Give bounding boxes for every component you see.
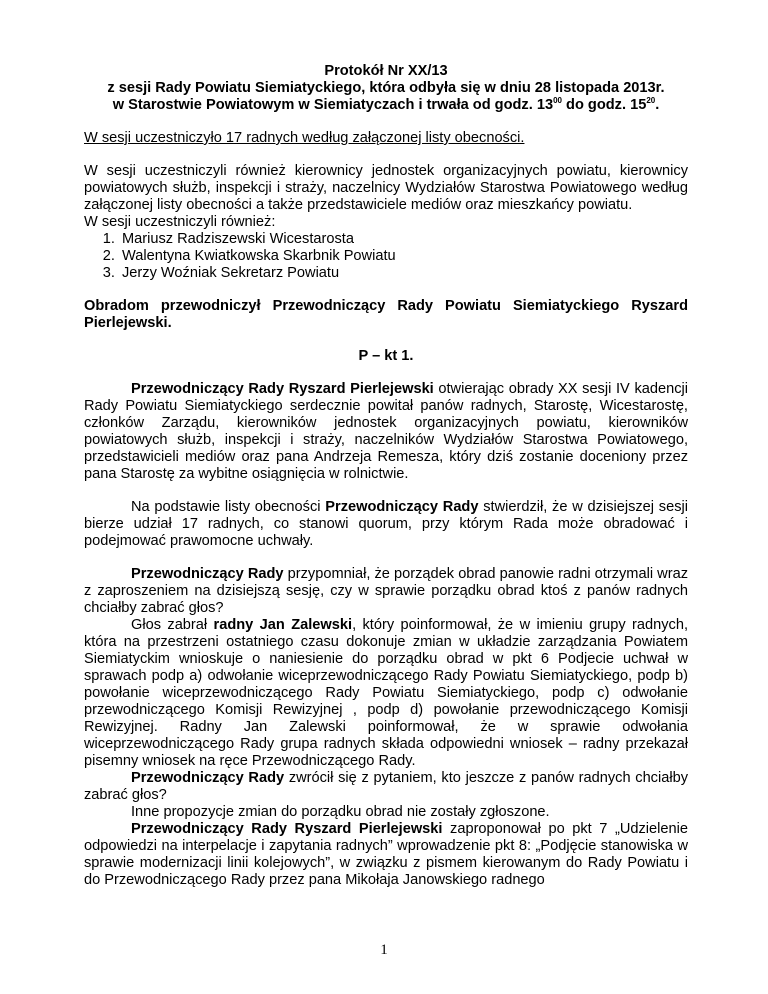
- paragraph-proposal: [84, 821, 688, 889]
- paragraph-text: stwierdził, że w dzisiejszej sesji bierze udział 17 radnych, co stanowi quorum, przy którym Rada może obradować i podejmować prawomocne uchwały.: [84, 499, 688, 549]
- speaker-name: Przewodniczący Rady: [131, 566, 284, 582]
- paragraph-text: zwrócił się z pytaniem, kto jeszcze z panów radnych chciałby zabrać głos?: [84, 770, 688, 803]
- list-item: 1. Mariusz Radziszewski Wicestarosta: [119, 231, 688, 248]
- subtitle-line-1: z sesji Rady Powiatu Siemiatyckiego, która odbyła się w dniu 28 listopada 2013r.: [107, 80, 665, 96]
- document-page: [84, 63, 688, 889]
- time-text-1: w Starostwie Powiatowym w Siemiatyczach i trwała od godz. 13: [112, 97, 554, 113]
- speaker-name: radny Jan Zalewski: [213, 617, 353, 633]
- paragraph-text: otwierając obrady XX sesji IV kadencji Rady Powiatu Siemiatyckiego serdecznie powitał panów radnych, Starostę, Wicestarostę, członków Zarządu, kierowników jednostek organizacyjnych powiatu, kierowników powiatowych służb, inspekcji i straży, naczelników Wydziałów Starostwa Powiatowego, przedstawicieli mediów oraz pana Andrzeja Remesza, który dziś zostanie doceniony przez pana Starostę za wybitne osiągnięcia w rolnictwie.: [84, 381, 688, 482]
- speaker-name: Przewodniczący Rady: [131, 770, 285, 786]
- end-minutes: 20: [646, 96, 656, 105]
- paragraph-zalewski: [84, 617, 688, 770]
- speaker-name: Przewodniczący Rady: [325, 499, 479, 515]
- protocol-title: Protokół Nr XX/13: [324, 63, 448, 79]
- paragraph-text: Głos zabrał: [131, 617, 214, 633]
- attendance-note: W sesji uczestniczyło 17 radnych według załączonej listy obecności.: [84, 130, 525, 146]
- time-text-2: do godz. 15: [561, 97, 647, 113]
- participants-list: [84, 231, 688, 282]
- point-heading: P – kt 1.: [358, 348, 414, 364]
- protocol-subtitle: [84, 80, 688, 114]
- speaker-name: Przewodniczący Rady Ryszard Pierlejewski: [131, 381, 434, 397]
- paragraph-text: przypomniał, że porządek obrad panowie radni otrzymali wraz z zaproszeniem na dzisiejszą sesję, czy w sprawie porządku obrad ktoś z panów radnych chciałby zabrać głos?: [84, 566, 688, 616]
- speaker-name: Przewodniczący Rady Ryszard Pierlejewski: [131, 821, 443, 837]
- paragraph-agenda: [84, 566, 688, 617]
- subtitle-line-2: [113, 97, 660, 113]
- paragraph-opening: [84, 381, 688, 483]
- time-text-3: .: [655, 97, 660, 113]
- paragraph-text: Na podstawie listy obecności: [131, 499, 326, 515]
- participants-paragraph: W sesji uczestniczyli również kierownicy jednostek organizacyjnych powiatu, kierownicy powiatowych służb, inspekcji i straży, naczelnicy Wydziałów Starostwa Powiatowego według załączonej listy obecności a także przedstawiciele mediów oraz mieszkańcy powiatu.: [84, 163, 688, 213]
- paragraph-question: [84, 770, 688, 804]
- paragraph-text: , który poinformował, że w imieniu grupy radnych, która na przestrzeni ostatniego czasu dokonuje zmian w układzie zarządzania Powiatem Siemiatyckim wnioskuje o naniesienie do porządku obrad w pkt 6 Podjecie uchwał w sprawach podp a) odwołanie wiceprzewodniczącego Rady Powiatu Siemiatyckiego, podp b) powołanie wiceprzewodniczącego Rady Powiatu Siemiatyckiego, podp c) odwołanie przewodniczącego Komisji Rewizyjnej , podp d) powołanie przewodniczącego Komisji Rewizyjnej. Radny Jan Zalewski poinformował, że w sprawie odwołania wiceprzewodniczącego Rady grupa radnych składa odpowiedni wniosek – radny przekazał pisemny wniosek na ręce Przewodniczącego Rady.: [84, 617, 688, 769]
- list-item: 2. Walentyna Kwiatkowska Skarbnik Powiatu: [119, 248, 688, 265]
- chair-statement: Obradom przewodniczył Przewodniczący Rady Powiatu Siemiatyckiego Ryszard Pierlejewski.: [84, 298, 688, 331]
- list-item: 3. Jerzy Woźniak Sekretarz Powiatu: [119, 265, 688, 282]
- start-minutes: 00: [553, 96, 562, 105]
- page-number: 1: [380, 942, 388, 958]
- paragraph-text: zaproponował po pkt 7 „Udzielenie odpowiedzi na interpelacje i zapytania radnych” wprowadzenie pkt 8: „Podjęcie stanowiska w sprawie modernizacji linii kolejowych”, w związku z pismem kierowanym do Rady Powiatu i do Przewodniczącego Rady przez pana Mikołaja Janowskiego radnego: [84, 821, 688, 888]
- paragraph-no-changes: Inne propozycje zmian do porządku obrad nie zostały zgłoszone.: [131, 804, 550, 820]
- paragraph-quorum: [84, 499, 688, 550]
- participants-also: W sesji uczestniczyli również:: [84, 214, 276, 230]
